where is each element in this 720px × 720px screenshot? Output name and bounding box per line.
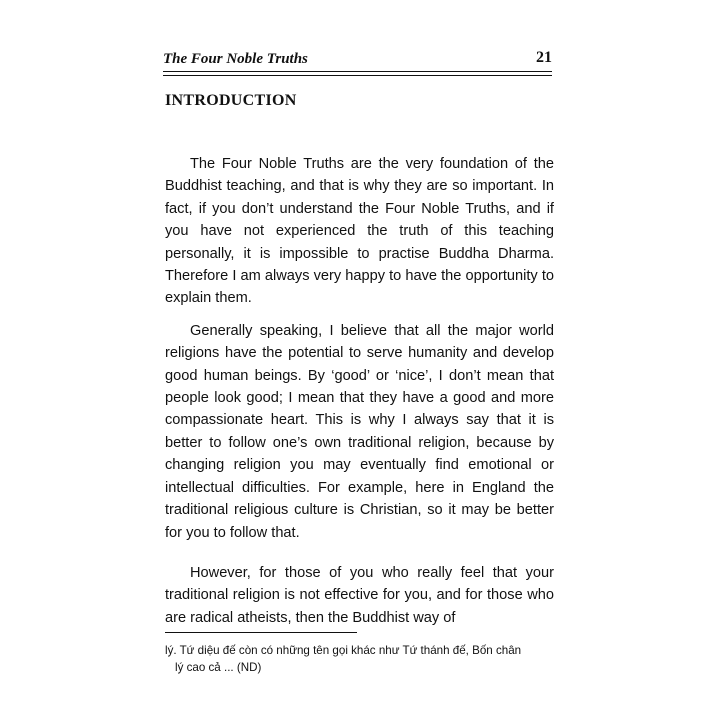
paragraph-2: Generally speaking, I believe that all the major world religions have the potential to serve humanity and develop good human beings. By ‘good’ or ‘nice’, I don’t mean that people look good; I mean that they have a good and more compassionate heart. This is why I always say that it is better to follow one’s own traditional religion, because by changing religion you may eventually find emotional or intellectual difficulties. For example, here in England the traditional religious culture is Christian, so it may be better for you to follow that. <box>165 322 554 541</box>
footnote-rule <box>165 632 357 633</box>
body-text <box>165 153 554 639</box>
footnote-line-2: lý cao cả ... (ND) <box>175 661 262 674</box>
paragraph-3: However, for those of you who really feel that your traditional religion is not effective for you, and for those who are radical atheists, then the Buddhist way of <box>165 564 554 626</box>
footnote-line-1: lý. Tứ diệu đế còn có những tên gọi khác như Tứ thánh đế, Bốn chân <box>165 644 522 657</box>
section-heading: INTRODUCTION <box>165 92 297 109</box>
running-head <box>163 49 552 71</box>
header-rule-thin <box>163 75 552 76</box>
running-title: The Four Noble Truths <box>163 51 308 67</box>
footnote <box>165 642 554 676</box>
page-number: 21 <box>536 49 552 66</box>
paragraph-1: The Four Noble Truths are the very foundation of the Buddhist teaching, and that is why they are so important. In fact, if you don’t understand the Four Noble Truths, and if you have not experienced the truth of this teaching personally, it is impossible to practise Buddha Dharma. Therefore I am always very happy to have the opportunity to explain them. <box>165 156 554 307</box>
header-rule <box>163 71 552 72</box>
